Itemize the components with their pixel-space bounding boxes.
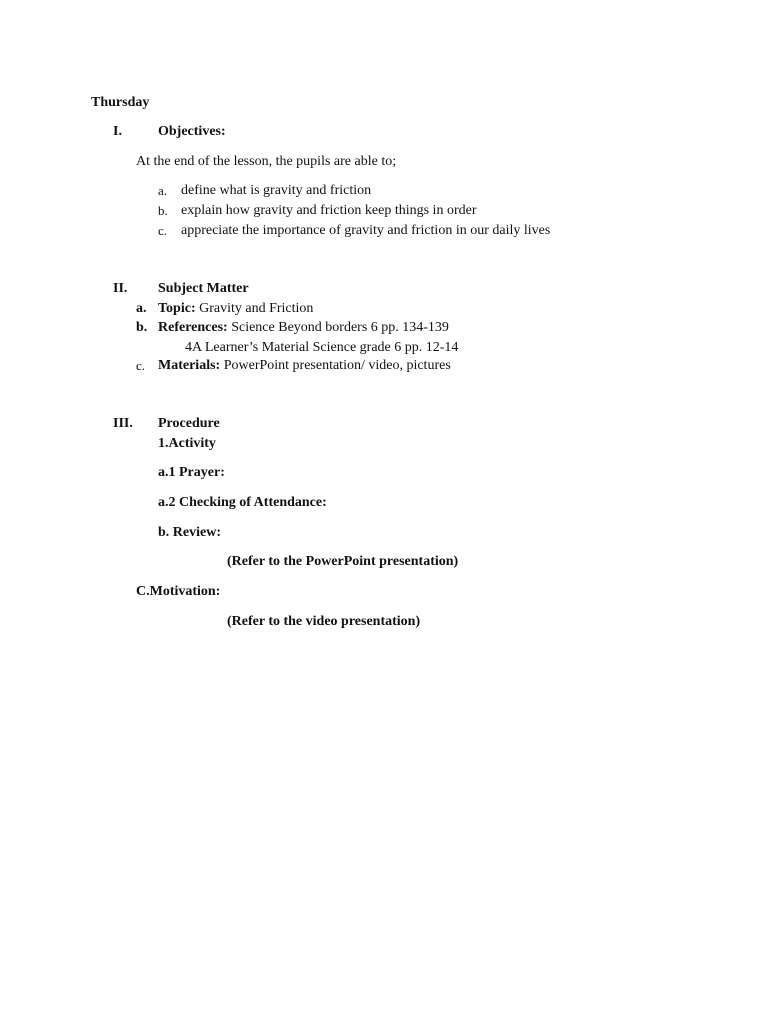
section-numeral-objectives: I.: [113, 124, 122, 139]
section-heading-objectives: Objectives:: [158, 124, 226, 139]
section-numeral-procedure: III.: [113, 416, 133, 431]
materials-line: [158, 357, 451, 375]
section-heading-subject-matter: Subject Matter: [158, 281, 249, 296]
procedure-review: b. Review:: [158, 525, 221, 540]
objective-item-c: appreciate the importance of gravity and friction in our daily lives: [181, 223, 551, 238]
references-marker: b.: [136, 320, 148, 335]
references-value-2: 4A Learner’s Material Science grade 6 pp. 12-14: [185, 340, 459, 355]
procedure-attendance: a.2 Checking of Attendance:: [158, 495, 327, 510]
day-heading: Thursday: [91, 95, 150, 110]
objectives-intro: At the end of the lesson, the pupils are able to;: [136, 154, 397, 169]
objective-marker-a: a.: [158, 183, 168, 198]
topic-label: Topic:: [158, 301, 196, 316]
materials-marker: c.: [136, 358, 146, 373]
materials-label: Materials:: [158, 358, 221, 373]
procedure-review-note: (Refer to the PowerPoint presentation): [227, 554, 459, 569]
objective-item-b: explain how gravity and friction keep things in order: [181, 203, 477, 218]
procedure-prayer: a.1 Prayer:: [158, 465, 225, 480]
topic-marker: a.: [136, 301, 147, 316]
procedure-activity: 1.Activity: [158, 436, 216, 451]
section-numeral-subject-matter: II.: [113, 281, 128, 296]
procedure-motivation-note: (Refer to the video presentation): [227, 614, 421, 629]
references-value: Science Beyond borders 6 pp. 134-139: [231, 320, 449, 335]
objective-marker-b: b.: [158, 203, 168, 218]
objective-item-a: define what is gravity and friction: [181, 183, 372, 198]
topic-value: Gravity and Friction: [199, 301, 314, 316]
references-label: References:: [158, 320, 228, 335]
objective-marker-c: c.: [158, 223, 168, 238]
procedure-motivation: C.Motivation:: [136, 584, 221, 599]
materials-value: PowerPoint presentation/ video, pictures: [223, 358, 451, 373]
topic-line: [158, 300, 313, 318]
references-line: [158, 319, 449, 337]
section-heading-procedure: Procedure: [158, 416, 220, 431]
